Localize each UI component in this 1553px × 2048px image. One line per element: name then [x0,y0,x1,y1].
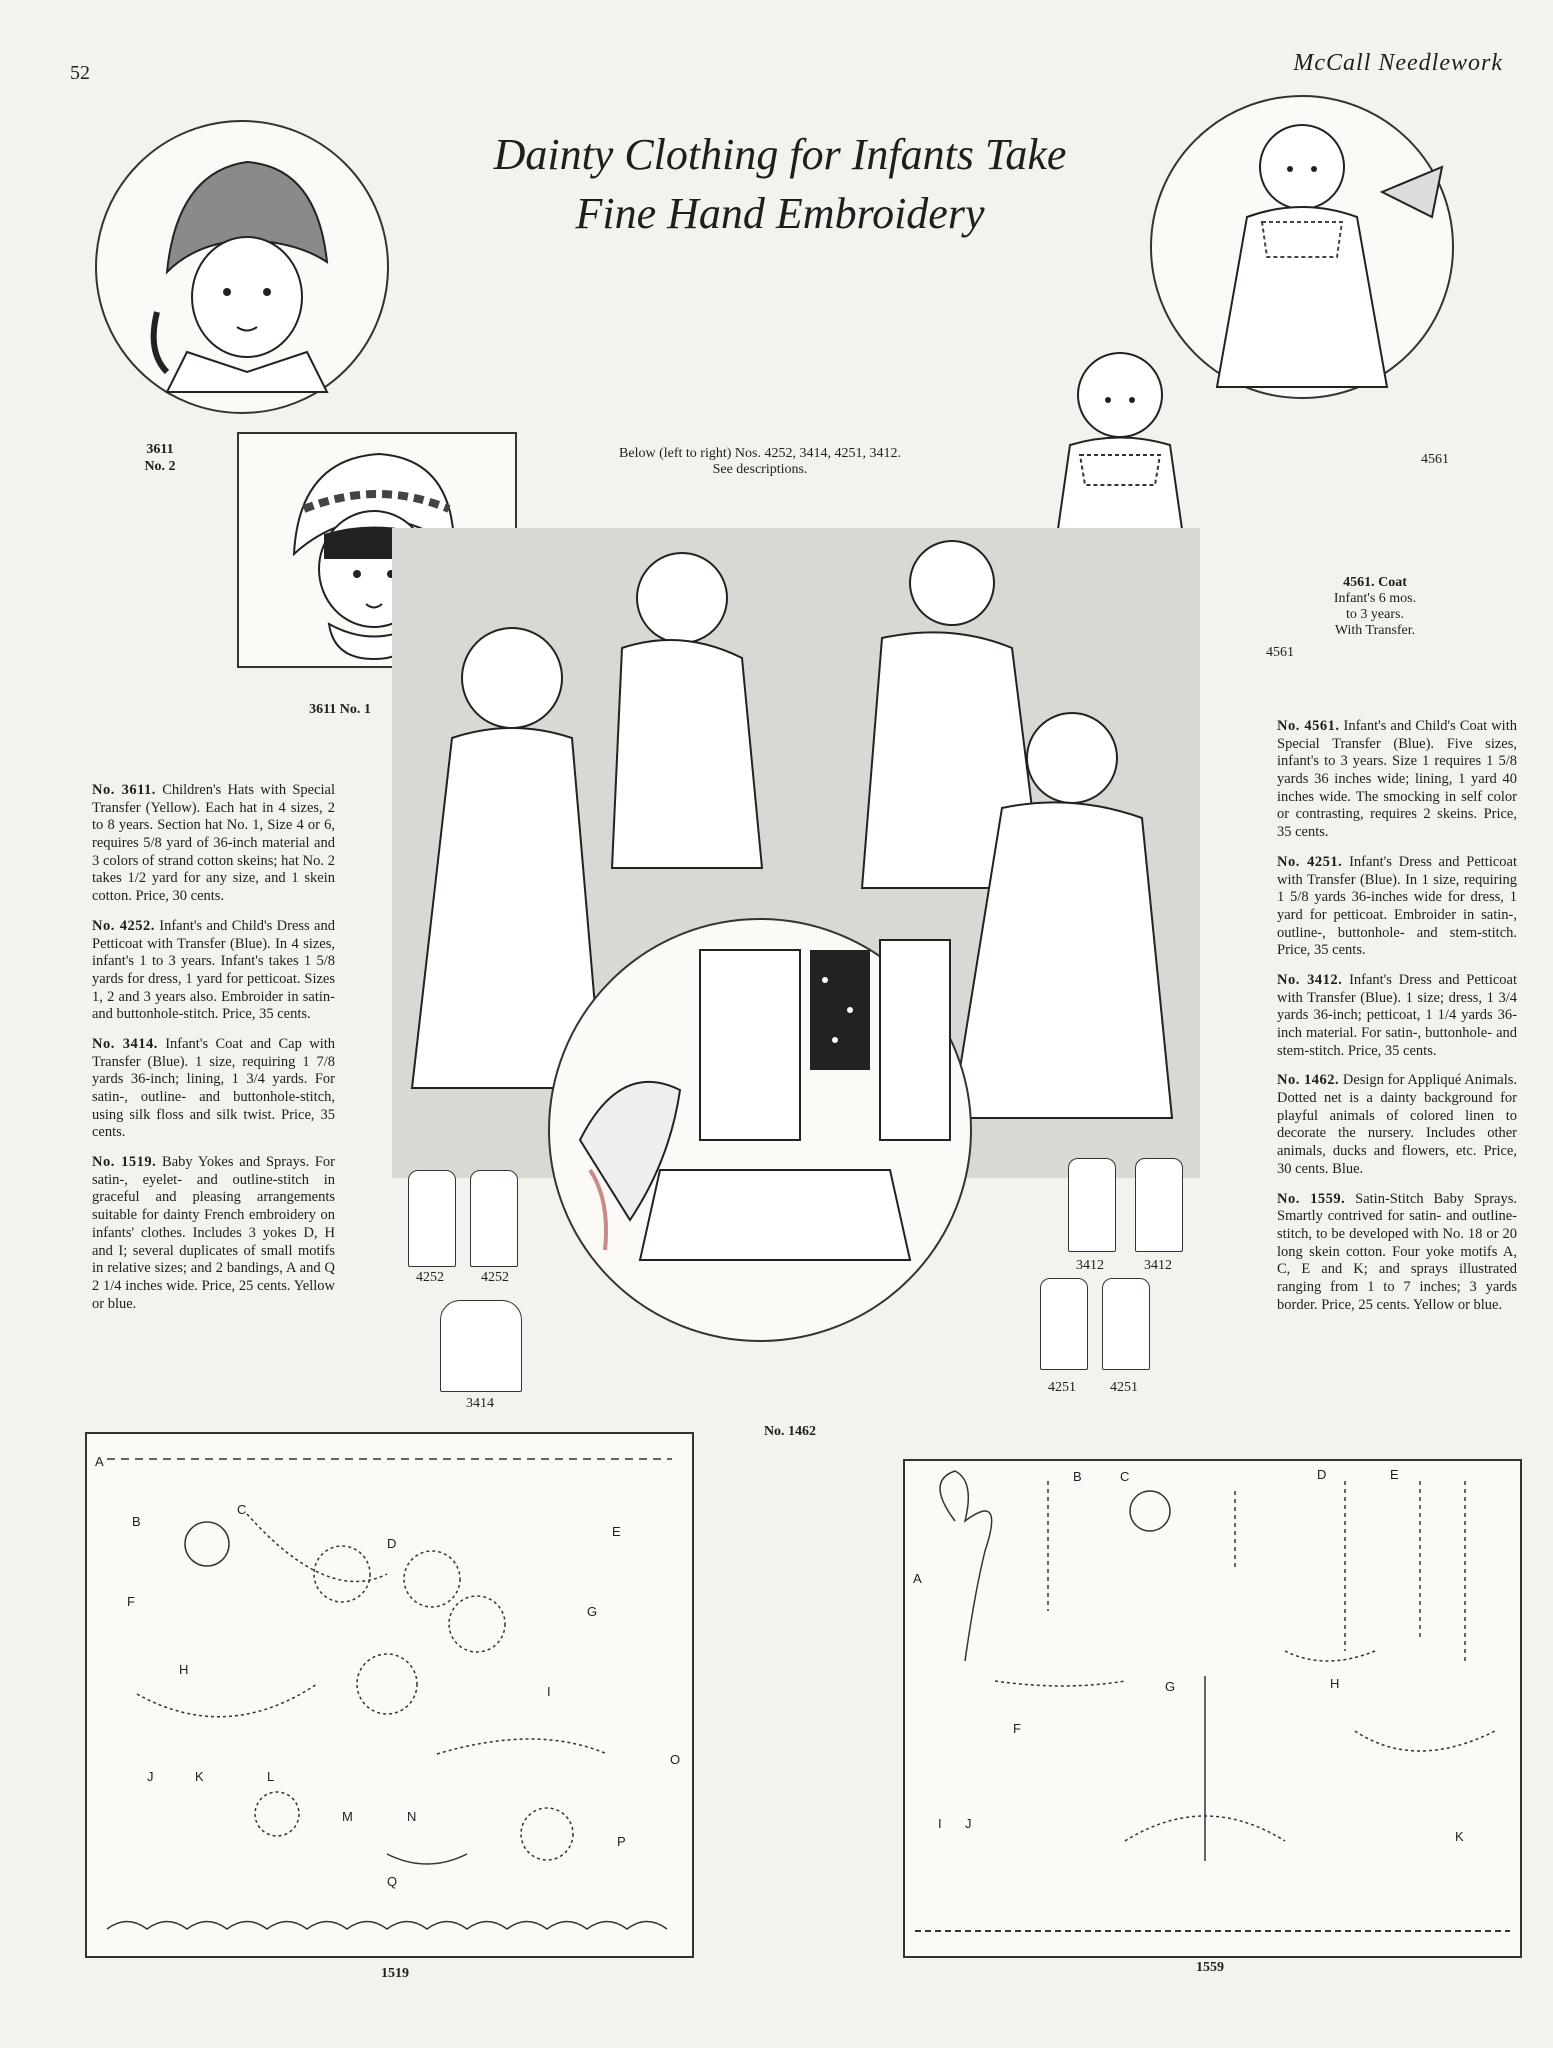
description-1559 [1277,1191,1517,1315]
caption-3412-b: 3412 [1144,1258,1172,1273]
caption-4252-a: 4252 [416,1270,444,1285]
motif-1559-H: H [1330,1676,1340,1691]
caption-4561-left: 4561 [1266,645,1294,660]
caption-1462: No. 1462 [763,1424,817,1439]
description-4252 [92,918,335,1024]
coat-caption-line-2: Infant's 6 mos. [1333,591,1417,607]
caption-4561-top: 4561 [1421,452,1449,467]
descriptions-right [1277,718,1517,1326]
motif-1559-B: B [1073,1469,1082,1484]
figure-4252-b [470,1170,518,1267]
motif-1519-O: O [670,1752,681,1767]
page-number: 52 [70,62,90,84]
description-1519 [92,1154,335,1313]
page-title [420,125,1140,244]
description-4561-text: Infant's and Child's Coat with Special Transfer (Blue). Five sizes, infant's to 3 years. Size 1 requires 1 5/8 yards 36 inches wide; lining, 1 yard 40 inches wide. The smocking in self color or contrasting, requires 2 skeins. Price, 35 cents. [1277,718,1517,841]
caption-1559: 1559 [1196,1960,1224,1975]
motif-1519-H: H [179,1662,189,1677]
description-1559-text: Satin-Stitch Baby Sprays. Smartly contrived for satin- and outline-stitch, to be developed with No. 18 or 20 long skein cotton. Four yoke motifs A, C, E and K; and sprays illustrated ranging from 1 to 7 inches; 3 yards border. Price, 25 cents. Yellow or blue. [1277,1190,1517,1313]
figure-3412-a [1068,1158,1116,1252]
motif-1519-B: B [132,1514,141,1529]
motif-1519-C: C [237,1502,247,1517]
motif-1519-Q: Q [387,1874,398,1889]
description-3414 [92,1036,335,1142]
motif-1519-N: N [407,1809,417,1824]
motif-1519-F: F [127,1594,135,1609]
motif-1519-G: G [587,1604,598,1619]
description-4252-number: No. 4252. [92,917,155,934]
description-4561-number: No. 4561. [1277,718,1340,734]
below-caption [520,446,1000,478]
description-1462-text: Design for Appliqué Animals. Dotted net is a dainty background for playful animals of colored linen to decorate the nursery. Includes other animals, ducks and flowers, etc. Price, 30 cents. Blue. [1277,1072,1517,1177]
figure-3412-b [1135,1158,1183,1252]
description-3412-number: No. 3412. [1277,971,1343,988]
caption-1519: 1519 [381,1966,409,1981]
bonnet-child-drawing [97,122,387,412]
description-1462-number: No. 1462. [1277,1072,1340,1089]
description-3611-number: No. 3611. [92,782,156,798]
coat-caption-title: 4561. Coat [1343,575,1407,590]
motif-1519-D: D [387,1536,397,1551]
caption-3412-a: 3412 [1076,1258,1104,1273]
motif-1519-M: M [342,1809,353,1824]
motif-1519-A: A [95,1454,104,1469]
description-3414-text: Infant's Coat and Cap with Transfer (Blue). 1 size, requiring 1 7/8 yards 36-inch; lining, 1 3/4 yards. For satin-, outline- and buttonhole-stitch, using silk floss and silk twist. Price, 35 cents. [92,1035,336,1141]
below-caption-line-2: See descriptions. [712,462,808,477]
nursery-drawing [550,920,970,1340]
motif-1519-I: I [547,1684,551,1699]
caption-4252-b: 4252 [481,1270,509,1285]
description-3412 [1277,972,1517,1060]
hat-no2-illustration [95,120,389,414]
pattern-1559-sheet [903,1459,1522,1958]
motif-1559-F: F [1013,1721,1021,1736]
motif-1559-A: A [913,1571,922,1586]
description-4561 [1277,718,1517,842]
motif-1559-C: C [1120,1469,1130,1484]
caption-hat-no2-number: 3611 [146,442,174,457]
pattern-1519-sheet [85,1432,694,1958]
caption-hat-no1: 3611 No. 1 [309,702,371,717]
motif-1519-P: P [617,1834,626,1849]
figure-4251-a [1040,1278,1088,1370]
description-1559-number: No. 1559. [1277,1190,1346,1207]
title-line-1: Dainty Clothing for Infants Take [493,130,1067,179]
motif-1519-J: J [147,1769,154,1784]
masthead: McCall Needlework [1293,50,1503,76]
title-line-2: Fine Hand Embroidery [575,189,985,239]
descriptions-left [92,782,335,1325]
description-3611 [92,782,335,906]
motif-1559-E: E [1390,1467,1399,1482]
motif-1519-K: K [195,1769,204,1784]
description-3412-text: Infant's Dress and Petticoat with Transfer (Blue). 1 size; dress, 1 3/4 yards 36-inch; petticoat, 1 1/4 yards 36-inch material. For satin-, buttonhole- and stem-stitch. Price, 35 cents. [1277,971,1517,1059]
caption-3414: 3414 [466,1396,494,1411]
figure-3414 [440,1300,522,1392]
description-1519-text: Baby Yokes and Sprays. For satin-, eyelet- and outline-stitch in graceful and pleasing arrangements suitable for dainty French embroidery on infants' clothes. Includes 3 yokes D, H and I; several duplicates of small motifs in relative sizes; and 2 bandings, A and Q 2 1/4 inches wide. Price, 25 cents. Yellow or blue. [92,1154,336,1312]
coat-caption-line-3: to 3 years. [1346,607,1404,623]
coat-4561-caption [1300,575,1450,639]
motif-1559-I: I [938,1816,942,1831]
caption-hat-no2 [120,442,200,476]
motif-1559-D: D [1317,1467,1327,1482]
caption-hat-no2-label: No. 2 [144,458,176,474]
motif-1559-K: K [1455,1829,1464,1844]
embroidery-motifs-1559 [905,1461,1520,1956]
motif-1519-E: E [612,1524,621,1539]
description-1462 [1277,1072,1517,1178]
motif-1559-G: G [1165,1679,1176,1694]
description-4251-text: Infant's Dress and Petticoat with Transfer (Blue). In 1 size, requiring 1 5/8 yards 36-inches wide for dress, 1 yard for petticoat. Embroider in satin-, outline-, buttonhole- and stem-stitch. Price, 35 cents. [1277,853,1517,959]
description-4251-number: No. 4251. [1277,853,1343,870]
figure-4252-a [408,1170,456,1267]
caption-4251-b: 4251 [1110,1380,1138,1395]
description-3414-number: No. 3414. [92,1035,158,1052]
nursery-1462-illustration [548,918,972,1342]
figure-4251-b [1102,1278,1150,1370]
coat-caption-line-4: With Transfer. [1334,623,1416,639]
caption-4251-a: 4251 [1048,1380,1076,1395]
below-caption-line-1: Below (left to right) Nos. 4252, 3414, 4251, 3412. [619,446,901,461]
description-4252-text: Infant's and Child's Dress and Petticoat with Transfer (Blue). In 4 sizes, infant's 1 to 3 years. Infant's takes 1 5/8 yards for dress, 1 yard for petticoat. Sizes 1, 2 and 3 years also. Embroider in satin- and buttonhole-stitch. Price, 35 cents. [92,917,335,1023]
description-1519-number: No. 1519. [92,1154,157,1171]
motif-1559-J: J [965,1816,972,1831]
motif-1519-L: L [267,1769,275,1784]
description-4251 [1277,854,1517,960]
description-3611-text: Children's Hats with Special Transfer (Yellow). Each hat in 4 sizes, 2 to 8 years. Section hat No. 1, Size 4 or 6, requires 5/8 yard of 36-inch material and 3 colors of strand cotton skeins; hat No. 2 takes 1/2 yard for any size, and 1 skein cotton. Price, 30 cents. [92,782,336,905]
